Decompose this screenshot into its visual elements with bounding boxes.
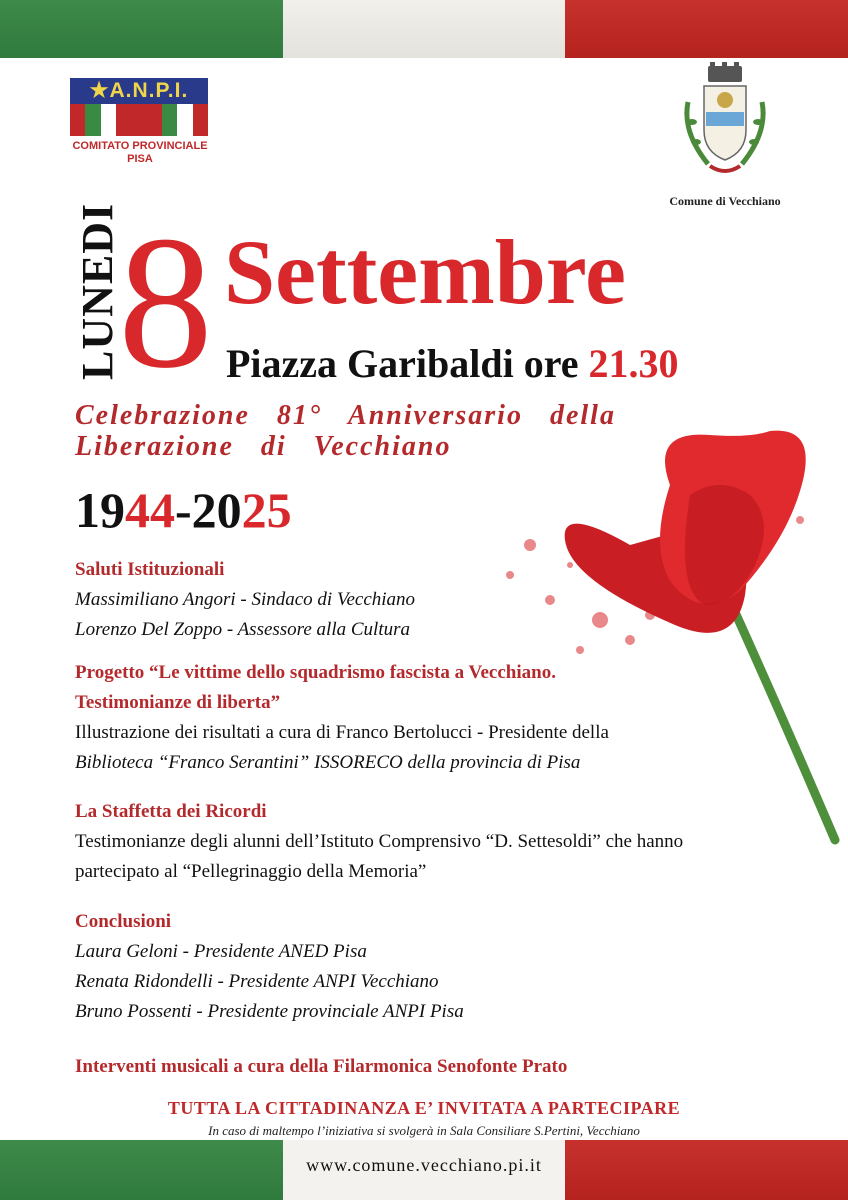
weather-note: In caso di maltempo l’iniziativa si svolgerà in Sala Consiliare S.Pertini, Vecchiano bbox=[208, 1123, 640, 1138]
anpi-logo-title: A.N.P.I. bbox=[109, 79, 189, 102]
staffetta-line-2: partecipato al “Pellegrinaggio della Memoria” bbox=[75, 861, 427, 882]
conclusioni-line: Laura Geloni - Presidente ANED Pisa bbox=[75, 941, 367, 962]
section-conclusioni bbox=[75, 907, 805, 1027]
crest-icon bbox=[680, 62, 770, 184]
comune-label: Comune di Vecchiano bbox=[669, 194, 781, 208]
staffetta-heading: La Staffetta dei Ricordi bbox=[75, 801, 267, 822]
progetto-line-2: Biblioteca “Franco Serantini” ISSORECO della provincia di Pisa bbox=[75, 752, 581, 773]
years-part: 19 bbox=[75, 482, 125, 538]
years-part-red: 44 bbox=[125, 482, 175, 538]
anpi-subtitle-1: COMITATO PROVINCIALE bbox=[72, 140, 208, 152]
conclusioni-heading: Conclusioni bbox=[75, 911, 172, 932]
celebration-line-2: Liberazione di Vecchiano bbox=[75, 431, 452, 462]
weekday-label: LUNEDI bbox=[73, 202, 122, 380]
musica-heading: Interventi musicali a cura della Filarmonica Senofonte Prato bbox=[75, 1056, 568, 1077]
celebration-line-1: Celebrazione 81° Anniversario della bbox=[75, 400, 616, 431]
day-number: 8 bbox=[118, 198, 213, 408]
years-part-red: 25 bbox=[241, 482, 292, 538]
saluti-line: Lorenzo Del Zoppo - Assessore alla Cultura bbox=[75, 619, 410, 640]
month-label: Settembre bbox=[224, 221, 626, 323]
section-saluti bbox=[75, 555, 805, 645]
staffetta-line-1: Testimonianze degli alunni dell’Istituto Comprensivo “D. Settesoldi” che hanno bbox=[75, 831, 684, 852]
section-progetto bbox=[75, 658, 805, 778]
section-staffetta bbox=[75, 797, 805, 887]
anpi-flag-bars bbox=[70, 104, 208, 136]
place-label: Piazza Garibaldi ore bbox=[226, 341, 589, 386]
progetto-heading-2: Testimonianze di liberta” bbox=[75, 692, 281, 713]
time-label: 21.30 bbox=[588, 341, 679, 386]
years-part: -20 bbox=[175, 482, 242, 538]
conclusioni-line: Bruno Possenti - Presidente provinciale ANPI Pisa bbox=[75, 1001, 464, 1022]
comune-logo bbox=[640, 62, 810, 209]
years-range bbox=[75, 482, 292, 538]
invitation-banner: TUTTA LA CITTADINANZA E’ INVITATA A PARTECIPARE bbox=[167, 1098, 681, 1118]
anpi-logo bbox=[70, 78, 210, 166]
website-link[interactable]: www.comune.vecchiano.pi.it bbox=[306, 1155, 542, 1175]
conclusioni-line: Renata Ridondelli - Presidente ANPI Vecchiano bbox=[75, 971, 439, 992]
place-time bbox=[226, 340, 679, 388]
saluti-line: Massimiliano Angori - Sindaco di Vecchiano bbox=[75, 589, 416, 610]
saluti-heading: Saluti Istituzionali bbox=[75, 559, 225, 580]
star-icon: ★ bbox=[89, 79, 110, 102]
progetto-line-1: Illustrazione dei risultati a cura di Franco Bertolucci - Presidente della bbox=[75, 722, 609, 743]
section-musica bbox=[75, 1052, 805, 1082]
flag-band-top bbox=[0, 0, 848, 58]
anpi-subtitle-2: PISA bbox=[127, 153, 153, 165]
progetto-heading-1: Progetto “Le vittime dello squadrismo fascista a Vecchiano. bbox=[75, 662, 556, 683]
